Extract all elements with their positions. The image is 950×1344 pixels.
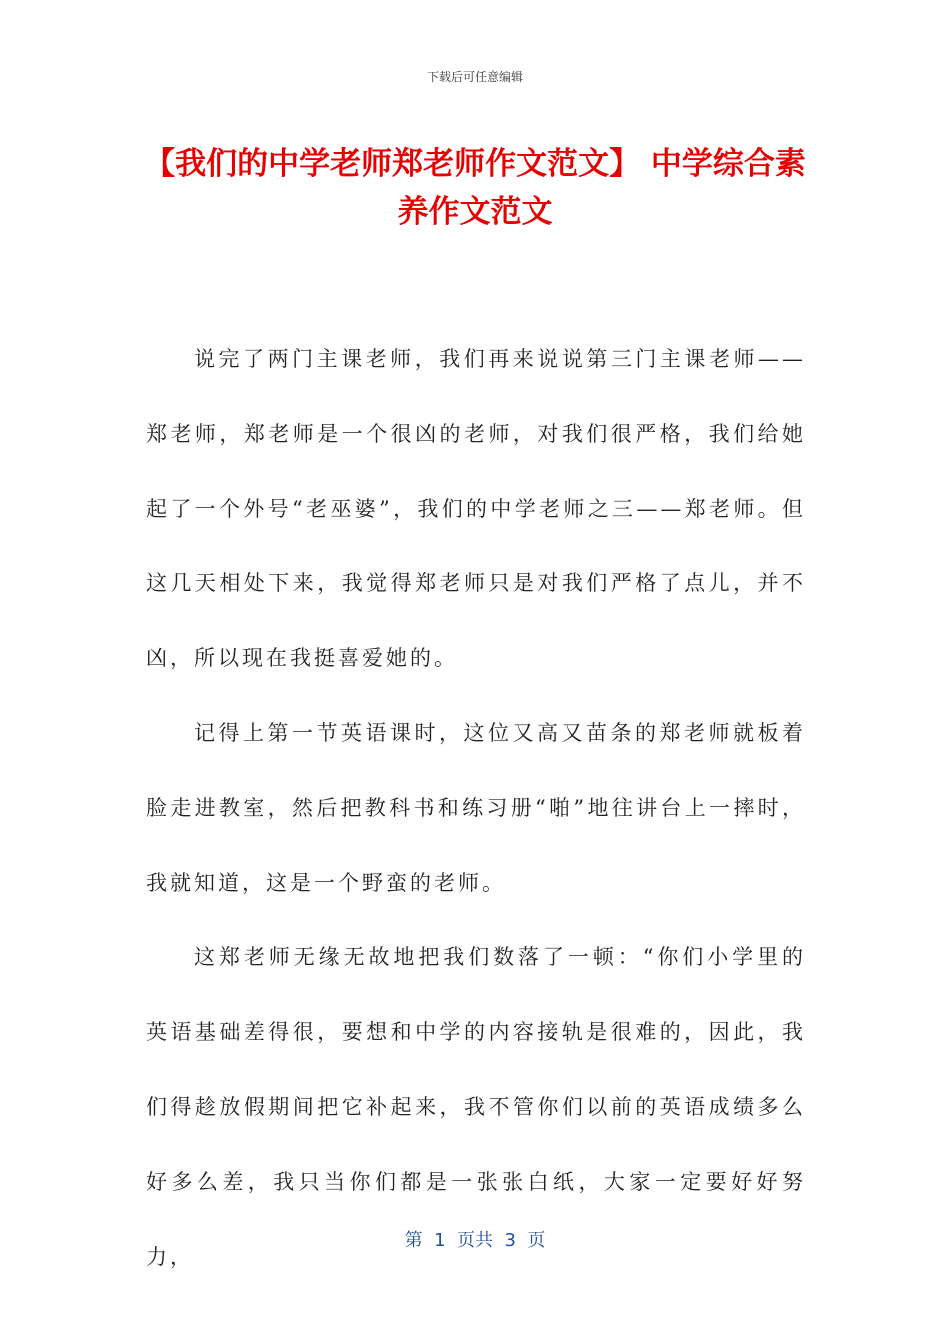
- paragraph: 这郑老师无缘无故地把我们数落了一顿：“你们小学里的英语基础差得很，要想和中学的内容接轨是很难的，因此，我们得趁放假期间把它补起来，我不管你们以前的英语成绩多么好多么差，我只当你们都是一张张白纸，大家一定要好好努力，: [146, 945, 806, 1269]
- header-note: 下载后可任意编辑: [426, 70, 523, 84]
- paragraph: 说完了两门主课老师，我们再来说说第三门主课老师——郑老师，郑老师是一个很凶的老师，对我们很严格，我们给她起了一个外号“老巫婆”，我们的中学老师之三——郑老师。但这几天相处下来，我觉得郑老师只是对我们严格了点儿，并不凶，所以现在我挺喜爱她的。: [146, 347, 806, 671]
- document-body: [146, 322, 806, 1294]
- document-title: 【我们的中学老师郑老师作文范文】 中学综合素养作文范文: [144, 146, 806, 230]
- paragraph: 记得上第一节英语课时，这位又高又苗条的郑老师就板着脸走进教室，然后把教科书和练习册“啪”地往讲台上一摔时，我就知道，这是一个野蛮的老师。: [146, 720, 806, 895]
- page-number-footer: 第 1 页共 3 页: [404, 1230, 546, 1251]
